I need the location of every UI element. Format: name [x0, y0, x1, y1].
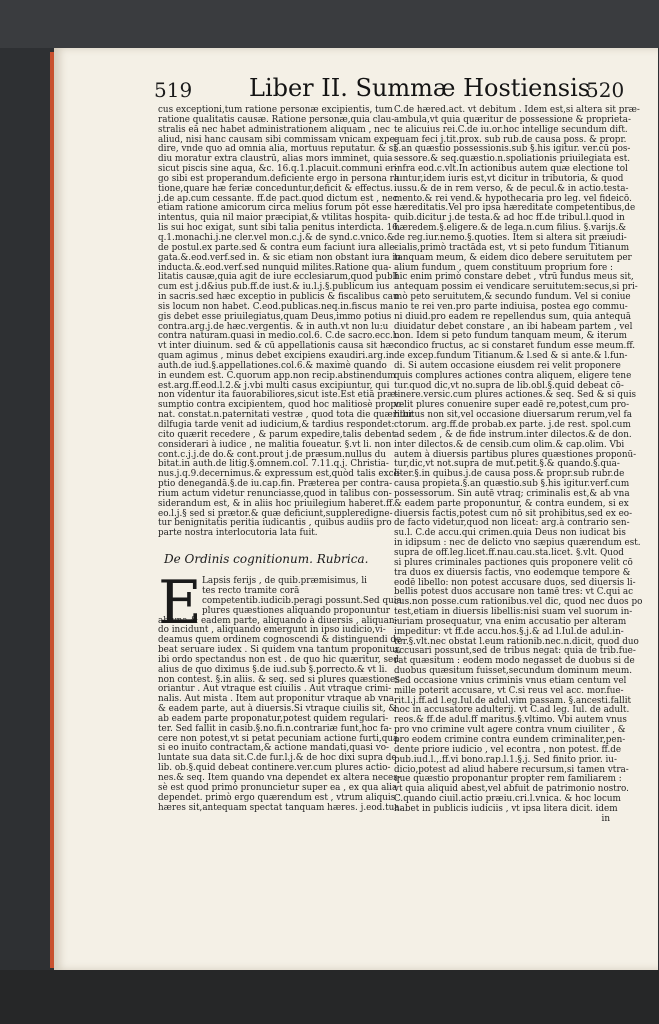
- text-line: C.quando ciuil.actio præiu.cri.l.vnica. & hoc locum: [394, 794, 621, 805]
- text-line: cialis,primò tractāda est, vt si peto fundum Titianum: [394, 242, 630, 253]
- text-line: si plures criminales pactiones quis proponere velit cō: [394, 557, 633, 568]
- text-line: cus exceptioni,tum ratione personæ excipientis, tum: [158, 105, 393, 115]
- text-line: gata.&.eod.verf.sed in. & sic etiam non obstant iura in: [158, 252, 401, 263]
- right-text-block: [394, 105, 643, 815]
- text-line: alium fundum , quem constituum proprium fore :: [394, 262, 613, 273]
- text-line: rat quæsitum : eodem modo negasset de duobus si de: [394, 656, 635, 667]
- text-line: de reg.iur.nemo.§.quoties. Item si altera sit præiudi-: [394, 232, 627, 243]
- text-line: cus.non posse.cum rationibus.vel dic, quod nec duos po: [394, 597, 643, 608]
- text-line: & eadem parte proponuntur, & contra eundem, si ex: [394, 498, 629, 509]
- text-line: tra duos ex diuersis factis, vno eodemque tempore &: [394, 567, 631, 578]
- text-line: bitat.in auth.de litig.§.omnem.col. 7.11.q.j. Christia-: [158, 459, 389, 470]
- running-title: Liber II. Summæ Hostiensis: [249, 74, 591, 102]
- text-line: habet in publicis iudiciis , vt ipsa litera dicit. idem: [394, 803, 618, 814]
- text-line: ter.§.vlt.nec obstat l.eum rationib.nec.n.dicit, quod duo: [394, 636, 639, 647]
- text-line: nalis. Aut mista . Item aut proponitur vtraque ab vna: [158, 694, 394, 705]
- scan-background-bottom: [0, 970, 659, 1024]
- text-line: ptio denegandā.§.de iu.cap.fin. Præterea per contra-: [158, 479, 393, 490]
- text-line: nus.j.q.9.decernimus.& expressum est,quòd talis excè-: [158, 469, 402, 480]
- text-line: mò peto seruitutem,& secundo fundum. Vel si coniue: [394, 292, 631, 303]
- text-line: plures quæstiones aliquando proponuntur: [202, 605, 391, 616]
- text-line: ibi ordo spectandus non est . de quo hic quæritur, sed: [158, 654, 399, 665]
- text-line: hæredem.§.eligere.& de lega.n.cum filius. §.varijs.&: [394, 223, 627, 234]
- text-line: bellis potest duos accusare non tamē tres: vt C.qui ac: [394, 587, 634, 598]
- text-line: in idipsum : nec de delicto vno sæpius quærendum est.: [394, 538, 641, 549]
- text-line: tinere.versic.cum plures actiones.& seq. Sed & si quis: [394, 390, 637, 401]
- text-line: ab eadem parte proponatur,potest quidem regulari-: [158, 713, 389, 724]
- text-line: nio te rei ven.pro parte indiuisa, postea ego commu-: [394, 301, 628, 312]
- text-line: velit plures conuenire super eadē re,potest,cum pro-: [394, 400, 630, 411]
- text-line: ctorum. arg.ff.de probab.ex parte. j.de rest. spol.cum: [394, 420, 631, 430]
- text-line: cum est j.d&ius pub.ff.de iust.& iu.l.j.§.publicum ius: [158, 282, 390, 293]
- text-line: vt quia aliquid abest,vel abfuit de patrimonio nostro.: [394, 784, 629, 795]
- text-line: luntur,idem iuris est,vt dicitur in tributoria, & quod: [394, 173, 624, 184]
- rubric-heading: De Ordinis cognitionum. Rubrica.: [164, 552, 369, 567]
- text-line: contra.arg.j.de hæc.vergentis. & in auth.vt non lu:u: [158, 321, 389, 332]
- text-line: lib. ob.§.quid debeat continere.ver.cum plures actio-: [158, 763, 391, 774]
- text-line: eodē libello: non potest accusare duos, sed diuersis li-: [394, 577, 636, 588]
- text-line: eo.l.j.§ sed si prætor.& quæ deficiunt,suppleredigne-: [158, 508, 393, 519]
- right-column: [394, 105, 643, 946]
- text-line: non. Idem si peto fundum tanquam meum, & iterum: [394, 331, 627, 342]
- text-line: diuidatur debet constare , an ibi habeam partem , vel: [394, 321, 633, 332]
- text-line: condico fructus, ac si constaret fundum esse meum.ff.: [394, 341, 636, 352]
- text-line: tur.quod dic,vt no.supra de lib.obl.§.quid debeat cō-: [394, 380, 624, 391]
- left-text-block-a: [158, 105, 414, 539]
- text-line: nes.& seq. Item quando vna dependet ex altera neces-: [158, 773, 401, 783]
- text-line: alius de quo diximus §.de iud.sub §.porrecto.& vt li.: [158, 664, 388, 675]
- text-line: test,etiam in diuersis libellis:nisi suam vel suorum in-: [394, 607, 633, 618]
- scan-background-top: [0, 0, 659, 48]
- text-line: vt inter diuinum. sed & cū appellationis causa sit hæc: [158, 341, 399, 352]
- text-line: siderandum est, & in aliis hoc priuilegium haberet.ff.: [158, 498, 395, 509]
- text-line: te alicuius rei.C.de iu.or.hoc intellige secundum dift.: [394, 124, 628, 135]
- text-line: deamus quem ordinem cognoscendi & distinguendi de-: [158, 635, 405, 646]
- text-line: ambula,vt quia quæritur de possessione & proprieta-: [394, 114, 631, 125]
- text-line: accusari possunt,sed de tribus negat: quia de trib.fue-: [394, 646, 636, 657]
- text-line: inter dilectos.& de censib.cum olim.& cap.olim. Vbi: [394, 439, 625, 450]
- text-line: tione,quare hæ feriæ conceduntur,deficit & effectus.: [158, 183, 394, 194]
- text-line: inducta.&.eod.verf.sed nunquid milites.Ratione qua-: [158, 262, 392, 273]
- text-line: pro vno crimine vult agere contra vnum ciuiliter , &: [394, 725, 626, 736]
- text-line: Lapsis ferijs , de quib.præmisimus, li: [202, 576, 367, 587]
- text-line: litatis causæ,quia agit de iure ecclesiarum,quod publi: [158, 272, 399, 283]
- text-line: C.de hæred.act. vt debitum . Idem est,si altera sit præ-: [394, 105, 640, 115]
- text-line: liter.§.in quibus.j.de causa poss.& propr.sub rubr.de: [394, 469, 625, 480]
- text-line: beat seruare iudex . Si quidem vna tantum proponitur,: [158, 645, 402, 656]
- text-line: j.de ap.cum cessante. ff.de pact.quod dictum est , nec: [158, 193, 398, 204]
- text-line: infra eod.c.vlt.In actionibus autem quæ electione tol: [394, 164, 628, 175]
- text-line: iussu.& de in rem verso, & de pecul.& in actio.testa-: [394, 183, 629, 194]
- text-line: in eundem est. C.quorum app.non recip.abstinendum: [158, 370, 396, 381]
- text-line: §.an quæstio possessionis.sub §.his igitur. ver.cū pos-: [394, 144, 631, 155]
- text-line: impeditur: vt ff.de accu.hos.§.j.& ad l.Iul.de adul.in-: [394, 626, 624, 637]
- text-line: diu moratur extra claustrū, alias mors imminet, quia: [158, 154, 393, 165]
- running-header: [54, 74, 658, 108]
- text-line: tur benignitatis peritia iudicantis , quibus audiis pro: [158, 518, 392, 529]
- left-column: [158, 105, 414, 946]
- text-line: considerari à iudice , ne malitia foueatur. §.vt li. non: [158, 439, 392, 450]
- text-line: rium actum videtur renunciasse,quod in talibus con-: [158, 488, 392, 499]
- text-line: que quæstio proponantur propter rem familiarem :: [394, 774, 622, 785]
- text-line: mille poterit accusare, vt C.si reus vel acc. mor.fue-: [394, 685, 624, 696]
- text-line: parte nostra interlocutoria lata fuit.: [158, 528, 318, 539]
- text-line: sicut piscis sine aqua, &c. 16.q.1.placuit.communi er-: [158, 164, 398, 175]
- catchword: in: [601, 813, 610, 824]
- text-line: hic enim primò constare debet , vtrū fundus meus sit,: [394, 272, 634, 283]
- text-line: go sibi est properandum.deficiente ergo in persona ra: [158, 173, 400, 184]
- text-line: hæres sit,antequam spectat tanquam hæres. j.eod.tua.: [158, 802, 403, 813]
- text-line: pro eodem crimine contra eundem criminaliter,pen-: [394, 735, 626, 745]
- text-line: sè est quod primò pronuncietur super ea , ex qua alia: [158, 782, 398, 793]
- text-line: do incidunt , aliquando emergunt in ipso iudicio,vi-: [158, 625, 386, 636]
- text-line: etiam ratione amicorum circa melius forum pōt esse: [158, 203, 392, 214]
- text-line: nat. constat.n.paternitati vestræ , quod tota die quæritur: [158, 410, 414, 421]
- text-line: di. Si autem occasione eiusdem rei velit proponere: [394, 360, 621, 371]
- text-line: dilfugia tarde venit ad iudicium,& tardius respondet:: [158, 420, 395, 430]
- text-line: & eadem parte, aut à diuersis.Si vtraque ciuilis sit, &: [158, 704, 397, 715]
- text-line: causa propieta.§.an quæstio.sub §.his igitur.verf.cum: [394, 479, 630, 490]
- text-line: hæreditatis.Vel pro ipsa hæreditate competentibus,de: [394, 203, 636, 214]
- book-page: [54, 48, 658, 970]
- text-line: iuriam prosequatur, vna enim accusatio per alteram: [394, 616, 627, 627]
- text-line: in sacris.sed hæc exceptio in publicis & fiscalibus cau: [158, 292, 399, 303]
- text-line: reos.& ff.de adul.ff maritus.§.vltimo. Vbi autem vnus: [394, 715, 627, 726]
- text-line: diuersis factis,potest cum nō sit prohibitus,sed ex eo-: [394, 508, 633, 519]
- text-line: gis debet esse priuilegiatus,quam Deus,immo potius: [158, 311, 392, 322]
- text-line: de facto videtur,quod non liceat: arg.à contrario sen-: [394, 518, 630, 529]
- text-line: cont.c.j.j.de do.& cont.prout j.de præsum.nullus du: [158, 449, 386, 460]
- text-line: rit.l.j.ff.ad l.eg.Iul.de adul.vim passam. §.ancesti.fallit: [394, 695, 632, 706]
- text-line: dire, vnde quo ad omnia alia, mortuus reputatur. & si: [158, 144, 397, 155]
- text-line: possessorum. Sin autē vtraq; criminalis est,& ab vna: [394, 488, 630, 499]
- folio-right: 520: [586, 78, 625, 102]
- text-line: quib.dicitur j.de testa.& ad hoc ff.de tribul.l.quod in: [394, 213, 625, 224]
- text-line: Sed occasione vnius criminis vnus etiam centum vel: [394, 675, 627, 686]
- left-text-block-b: [158, 615, 405, 814]
- text-line: q.1.monachi.j.ne cler.vel mon.c.j.& de synd.c.vnico.&: [158, 232, 395, 243]
- text-line: de postul.ex parte.sed & contra eum faciunt iura alle-: [158, 242, 398, 253]
- text-line: tanquam meum, & eidem dico debere seruitutem per: [394, 252, 632, 263]
- text-line: su.l. C.de accu.qui crimen.quia Deus non iudicat bis: [394, 528, 626, 539]
- text-line: tes recto tramite corā: [202, 585, 300, 596]
- text-line: tur,dic,vt not.supra de mut.petit.§.& quando.§.qua-: [394, 459, 620, 470]
- text-line: sumptio contra excipientem, quod hoc malitiosè propo-: [158, 400, 405, 411]
- text-line: autem à diuersis partibus plures quæstiones proponū-: [394, 449, 637, 460]
- text-line: ad sedem , & de fide instrum.inter dilectos.& de don.: [394, 429, 632, 440]
- text-line: sessore.& seq.quæstio.n.spoliationis priuilegiata est.: [394, 154, 631, 165]
- text-line: supra de off.leg.licet.ff.nau.cau.sta.licet. §.vlt. Quod: [394, 547, 624, 558]
- text-line: hibitus non sit,vel occasione diuersarum rerum,vel fa: [394, 410, 632, 421]
- text-line: quam agimus , minus debet excipiens exaudiri.arg.in: [158, 351, 395, 362]
- text-line: cito quærit recedere , & parum expedire,talis debent: [158, 429, 396, 440]
- text-line: de excep.fundum Titianum.& l.sed & si ante.& l.fun-: [394, 351, 628, 362]
- text-line: contra naturam.quasi in medio.col.6. C.de sacro.ecc.l.: [158, 331, 399, 342]
- text-line: est.arg.ff.eod.l.2.& j.vbi multi casus excipiuntur, qui: [158, 380, 390, 391]
- text-line: non videntur ita fauorabiliores,sicut iste.Est etiā præ-: [158, 390, 399, 401]
- folio-left: 519: [154, 78, 193, 102]
- text-line: quam feci j.tit.prox. sub rub.de causa poss. & propr.: [394, 134, 627, 145]
- text-line: dente priore iudicio , vel econtra , non potest. ff.de: [394, 744, 622, 755]
- drop-cap: E: [158, 568, 202, 639]
- text-line: luntate sua data sit.C.de fur.l.j.& de hoc dixi supra de: [158, 753, 397, 764]
- text-line: dicio,potest ad aliud habere recursum,si tamen vtra-: [394, 764, 629, 775]
- text-line: lis sui hoc exigat, sunt sibi talia penitus interdicta. 16.: [158, 223, 401, 234]
- text-line: hoc in accusatore adulterij. vt C.ad leg. Iul. de adult.: [394, 705, 630, 716]
- text-line: duobus quæsitum fuisset,secundum dominum meum.: [394, 666, 633, 677]
- text-line: ab vna & eadem parte, aliquando à diuersis , aliquan-: [158, 615, 398, 626]
- text-line: ter. Sed fallit in casib.§.no.fi.n.contrariæ funt,hoc fa-: [158, 723, 392, 734]
- text-line: antequam possim ei vendicare seruitutem:secus,si pri-: [394, 282, 638, 293]
- text-line: si eo inuito contractam,& actione mandati,quasi vo-: [158, 743, 390, 754]
- text-line: competentib.iudicib.peragi possunt.Sed quia: [202, 595, 402, 606]
- text-line: auth.de iud.§.appellationes.col.6.& maximè quando: [158, 360, 387, 371]
- text-line: ni diuid.pro eadem re repellendus sum, quia antequā: [394, 311, 632, 322]
- text-line: stralis eā nec habet administrationem aliquam , nec: [158, 124, 390, 135]
- text-line: quis complures actiones contra aliquem, eligere tene: [394, 370, 632, 381]
- text-line: ratione qualitatis causæ. Ratione personæ,quia clau-: [158, 114, 395, 125]
- text-line: cere non potest,vt si petat pecuniam actione furti,qua: [158, 733, 399, 744]
- text-line: non contest. §.in aliis. & seq. sed si plures quæstiones: [158, 674, 400, 685]
- text-line: oriantur . Aut vtraque est ciuilis . Aut vtraque crimi-: [158, 684, 392, 695]
- text-line: dependet. primò ergo quærendum est , vtrum aliquis: [158, 792, 396, 803]
- text-line: mento.& rei vend.& hypothecaria pro leg. vel fideicō.: [394, 193, 632, 204]
- text-line: intentus, quia nil maior præcipiat,& vtilitas hospita-: [158, 213, 391, 224]
- text-line: pub.iud.l.,.ff.vi bono.rap.l.1.§.j. Sed finito prior. iu-: [394, 754, 617, 765]
- text-line: aliud, nisi hanc causam sibi commissam vnicam expe-: [158, 134, 398, 145]
- text-line: sis locum non habet. C.eod.publicas.neq.in.fiscus ma: [158, 301, 394, 312]
